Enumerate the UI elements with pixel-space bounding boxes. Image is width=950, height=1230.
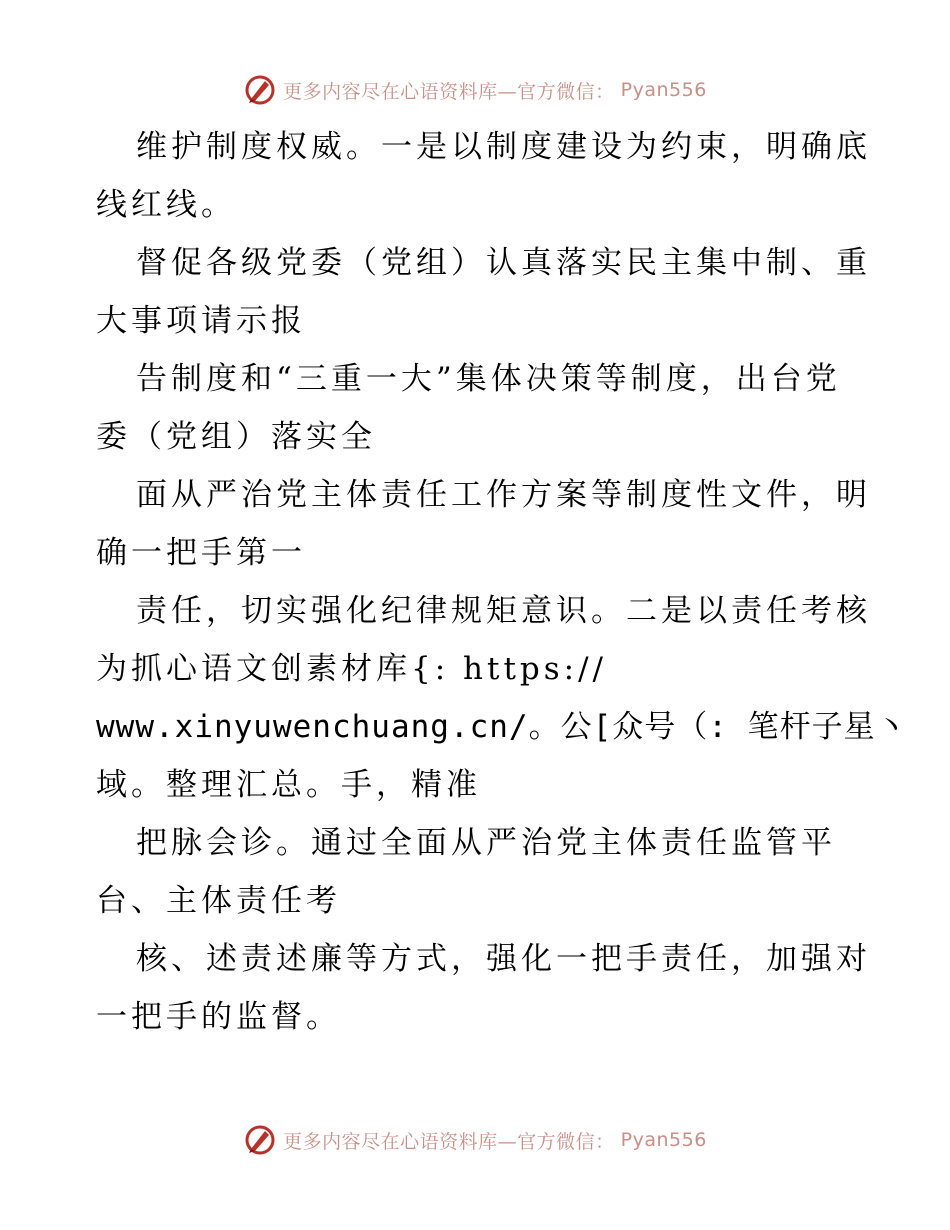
pen-logo-icon bbox=[243, 1123, 277, 1157]
text-line: 责任，切实强化纪律规矩意识。二是以责任考核 bbox=[136, 593, 871, 629]
watermark-wechat-id: Pyan556 bbox=[620, 1129, 707, 1151]
text-line: 告制度和“三重一大”集体决策等制度，出台党 bbox=[136, 361, 841, 397]
text-line: 核、述责述廉等方式，强化一把手责任，加强对 bbox=[136, 941, 871, 977]
watermark-prefix: 更多内容尽在心语资料库—官方微信： bbox=[283, 80, 615, 103]
text-line: 一把手的监督。 bbox=[96, 999, 341, 1035]
text-line: 委（党组）落实全 bbox=[96, 419, 376, 455]
watermark-prefix: 更多内容尽在心语资料库—官方微信： bbox=[283, 1130, 615, 1153]
text-line: 为抓心语文创素材库{: https:// bbox=[96, 651, 607, 687]
footer-watermark bbox=[0, 1120, 950, 1160]
text-line: 面从严治党主体责任工作方案等制度性文件，明 bbox=[136, 477, 871, 513]
watermark-wechat-id: Pyan556 bbox=[620, 79, 707, 101]
text-line: 确一把手第一 bbox=[96, 535, 306, 571]
text-line: 督促各级党委（党组）认真落实民主集中制、重 bbox=[136, 245, 871, 281]
text-line: 维护制度权威。一是以制度建设为约束，明确底 bbox=[136, 129, 871, 165]
text-line: 线红线。 bbox=[96, 187, 236, 223]
text-line-url: www.xinyuwenchuang.cn/。公[众号（: 笔杆子星丶 bbox=[96, 709, 908, 745]
pen-logo-icon bbox=[243, 73, 277, 107]
text-line: 大事项请示报 bbox=[96, 303, 306, 339]
text-line: 域。整理汇总。手，精准 bbox=[96, 767, 481, 803]
document-body bbox=[96, 118, 908, 1046]
text-line: 台、主体责任考 bbox=[96, 883, 341, 919]
header-watermark bbox=[0, 70, 950, 110]
text-line: 把脉会诊。通过全面从严治党主体责任监管平 bbox=[136, 825, 836, 861]
